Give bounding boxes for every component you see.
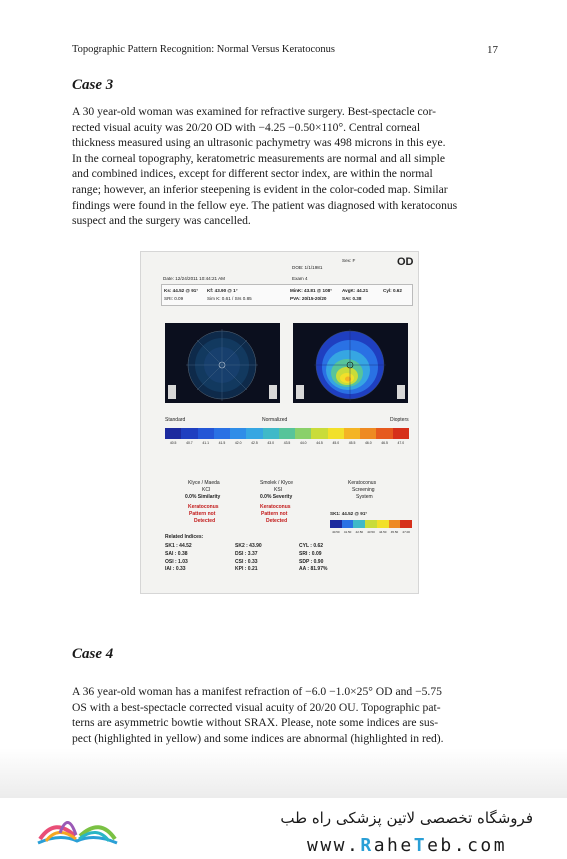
simk-reading: Sim K: 0.61 / Srs 0.85 bbox=[207, 296, 252, 301]
topography-figure bbox=[140, 251, 419, 594]
index-sai: SAI : 0.38 bbox=[165, 550, 188, 557]
color-scale-bar bbox=[165, 428, 409, 439]
scale-swatch bbox=[165, 428, 181, 439]
store-name: فروشگاه تخصصی لاتین پزشکی راه طب bbox=[280, 809, 533, 827]
scale-tick: 42.5 bbox=[251, 441, 258, 445]
standard-label: Standard bbox=[165, 417, 186, 423]
scale-tick: 41.5 bbox=[218, 441, 226, 445]
avgk-reading: AvgK: 44.21 bbox=[342, 288, 369, 293]
text-line: findings were found in the fellow eye. The patient was diagnosed with keratoconus bbox=[72, 198, 458, 212]
scale-tick: 46.5 bbox=[381, 441, 388, 445]
scale-swatch bbox=[246, 428, 262, 439]
date-field: Date: 12/24/2011 10:44:21 AM bbox=[163, 276, 225, 281]
scale-tick: 45.5 bbox=[348, 441, 356, 445]
exam-field: Exam 4 bbox=[292, 276, 308, 281]
ksi-value: 0.0% Severity bbox=[260, 494, 293, 500]
scale-tick: 44.5 bbox=[316, 441, 323, 445]
sai-reading: SAI: 0.38 bbox=[342, 296, 362, 301]
scale-swatch bbox=[181, 428, 197, 439]
scale-tick: 41.1 bbox=[202, 441, 209, 445]
case4-paragraph bbox=[72, 684, 500, 746]
kf-reading: Kf: 43.90 @ 1° bbox=[207, 288, 238, 293]
scale-tick: 40.5 bbox=[169, 441, 177, 445]
screening-swatch bbox=[400, 520, 412, 528]
index-iai: IAI : 0.33 bbox=[165, 566, 186, 573]
site-prefix: www. bbox=[307, 835, 361, 856]
sri-reading: SRI: 0.09 bbox=[164, 296, 184, 301]
screening-swatch bbox=[342, 520, 354, 528]
ks-reading: Ks: 44.52 @ 91° bbox=[164, 288, 199, 293]
index-sk2: SK2 : 43.90 bbox=[235, 543, 262, 549]
standard-map-image bbox=[165, 323, 280, 403]
screening-tick: 47.00 bbox=[402, 530, 410, 534]
page-fade bbox=[0, 748, 567, 798]
index-csi: CSI : 0.33 bbox=[235, 558, 258, 565]
case3-paragraph bbox=[72, 104, 500, 229]
index-aa: AA : 81.97% bbox=[299, 566, 328, 573]
scale-tick: 42.0 bbox=[234, 441, 242, 445]
scale-tick: 45.0 bbox=[332, 441, 340, 445]
scale-tick: 47.0 bbox=[397, 441, 405, 445]
screening-swatch bbox=[353, 520, 365, 528]
normalized-map bbox=[293, 323, 408, 403]
scale-swatch bbox=[295, 428, 311, 439]
indices-title: Related Indices: bbox=[165, 534, 204, 540]
text-line: terns are asymmetric bowtie without SRAX. Please, note some indices are sus- bbox=[72, 716, 439, 730]
scale-swatch bbox=[344, 428, 360, 439]
case3-heading: Case 3 bbox=[72, 77, 114, 93]
text-line: thickness measured using an ultrasonic pachymetry was 498 microns in this eye. bbox=[72, 136, 446, 150]
scale-swatch bbox=[214, 428, 230, 439]
scale-swatch bbox=[279, 428, 295, 439]
eye-label: OD bbox=[397, 256, 414, 268]
kci-label: KCI bbox=[202, 487, 211, 493]
screening-swatch bbox=[389, 520, 401, 528]
screening-swatch bbox=[365, 520, 377, 528]
ksi-result-1: Keratoconus bbox=[260, 504, 291, 510]
screening-title-3: System bbox=[356, 494, 373, 500]
store-website bbox=[307, 835, 507, 856]
text-line: range; however, an inferior steepening is evident in the color-coded map. Similar bbox=[72, 182, 448, 196]
scale-tick: 46.0 bbox=[365, 441, 372, 445]
scale-tick: 44.0 bbox=[299, 441, 307, 445]
sex-field: Sex: F bbox=[342, 258, 356, 263]
case4-heading: Case 4 bbox=[72, 646, 114, 662]
text-line: OS with a best-spectacle corrected visual acuity of 20/20 OU. Topographic pat- bbox=[72, 700, 441, 714]
sk1-label: SK1: 44.52 @ 91° bbox=[330, 511, 368, 516]
screening-swatch bbox=[330, 520, 342, 528]
text-line: suspect and the surgery was cancelled. bbox=[72, 214, 251, 228]
index-sk1: SK1 : 44.52 bbox=[165, 543, 192, 549]
screening-swatch bbox=[377, 520, 389, 528]
kci-result-1: Keratoconus bbox=[188, 504, 219, 510]
screening-tick: 45.50 bbox=[390, 530, 399, 534]
scale-tick: 43.5 bbox=[283, 441, 291, 445]
normalized-label: Normalized bbox=[262, 417, 288, 423]
book-logo-icon bbox=[30, 803, 125, 851]
scale-swatch bbox=[230, 428, 246, 439]
screening-tick: 40.50 bbox=[332, 530, 340, 534]
index-kpi: KPI : 0.21 bbox=[235, 566, 258, 573]
page-number: 17 bbox=[487, 44, 498, 56]
screening-title-1: Keratoconus bbox=[348, 480, 377, 486]
scale-swatch bbox=[263, 428, 279, 439]
site-suffix: eb.com bbox=[427, 835, 508, 856]
screening-tick: 41.50 bbox=[343, 530, 352, 534]
scale-swatch bbox=[311, 428, 327, 439]
site-r: R bbox=[360, 835, 374, 856]
ksi-label: KSI bbox=[274, 487, 283, 493]
site-ahe: ahe bbox=[373, 835, 414, 856]
kci-value: 0.0% Similarity bbox=[185, 494, 221, 500]
klyce-title: Klyce / Maeda bbox=[188, 480, 220, 486]
color-scale-ticks bbox=[165, 441, 409, 445]
ksi-result-3: Detected bbox=[266, 518, 288, 524]
text-line: A 36 year-old woman has a manifest refraction of −6.0 −1.0×25° OD and −5.75 bbox=[72, 685, 442, 698]
index-dsi: DSI : 3.37 bbox=[235, 550, 258, 557]
index-sdp: SDP : 0.90 bbox=[299, 558, 324, 565]
screening-scale-bar bbox=[330, 520, 412, 528]
dob-field: DOB: 1/1/1981 bbox=[292, 265, 323, 270]
kci-result-2: Pattern not bbox=[189, 511, 216, 517]
text-line: In the corneal topography, keratometric measurements are normal and all simple bbox=[72, 151, 446, 165]
scale-swatch bbox=[376, 428, 392, 439]
text-line: pect (highlighted in yellow) and some indices are abnormal (highlighted in red). bbox=[72, 731, 444, 745]
running-header: Topographic Pattern Recognition: Normal Versus Keratoconus bbox=[72, 44, 335, 55]
k-readings-box bbox=[161, 284, 413, 306]
standard-map bbox=[165, 323, 280, 403]
scale-swatch bbox=[198, 428, 214, 439]
mink-reading: MinK: 43.81 @ 108° bbox=[290, 288, 333, 293]
text-line: and combined indices, except for different sector index, are within the normal bbox=[72, 167, 433, 181]
cyl-reading: Cyl: 0.62 bbox=[383, 288, 402, 293]
scale-swatch bbox=[393, 428, 409, 439]
scale-tick: 43.0 bbox=[267, 441, 275, 445]
screening-scale-ticks bbox=[330, 530, 412, 534]
index-sri: SRI : 0.09 bbox=[299, 550, 322, 557]
scale-tick: 40.7 bbox=[186, 441, 193, 445]
scale-swatch bbox=[328, 428, 344, 439]
screening-tick: 43.50 bbox=[367, 530, 375, 534]
diopters-label: Diopters bbox=[390, 417, 409, 423]
text-line: A 30 year-old woman was examined for refractive surgery. Best-spectacle cor- bbox=[72, 105, 436, 118]
pva-reading: PVA: 20/15-20/20 bbox=[290, 296, 327, 301]
ksi-result-2: Pattern not bbox=[261, 511, 288, 517]
text-line: rected visual acuity was 20/20 OD with −4.25 −0.50×110°. Central corneal bbox=[72, 120, 421, 134]
normalized-map-image bbox=[293, 323, 408, 403]
scale-swatch bbox=[360, 428, 376, 439]
index-cyl: CYL : 0.62 bbox=[299, 543, 324, 549]
smolek-title: Smolek / Klyce bbox=[260, 480, 294, 486]
screening-tick: 42.50 bbox=[355, 530, 364, 534]
screening-title-2: Screening bbox=[352, 487, 375, 493]
index-osi: OSI : 1.03 bbox=[165, 558, 188, 565]
kci-result-3: Detected bbox=[194, 518, 216, 524]
screening-tick: 44.50 bbox=[378, 530, 387, 534]
site-t: T bbox=[413, 835, 428, 856]
